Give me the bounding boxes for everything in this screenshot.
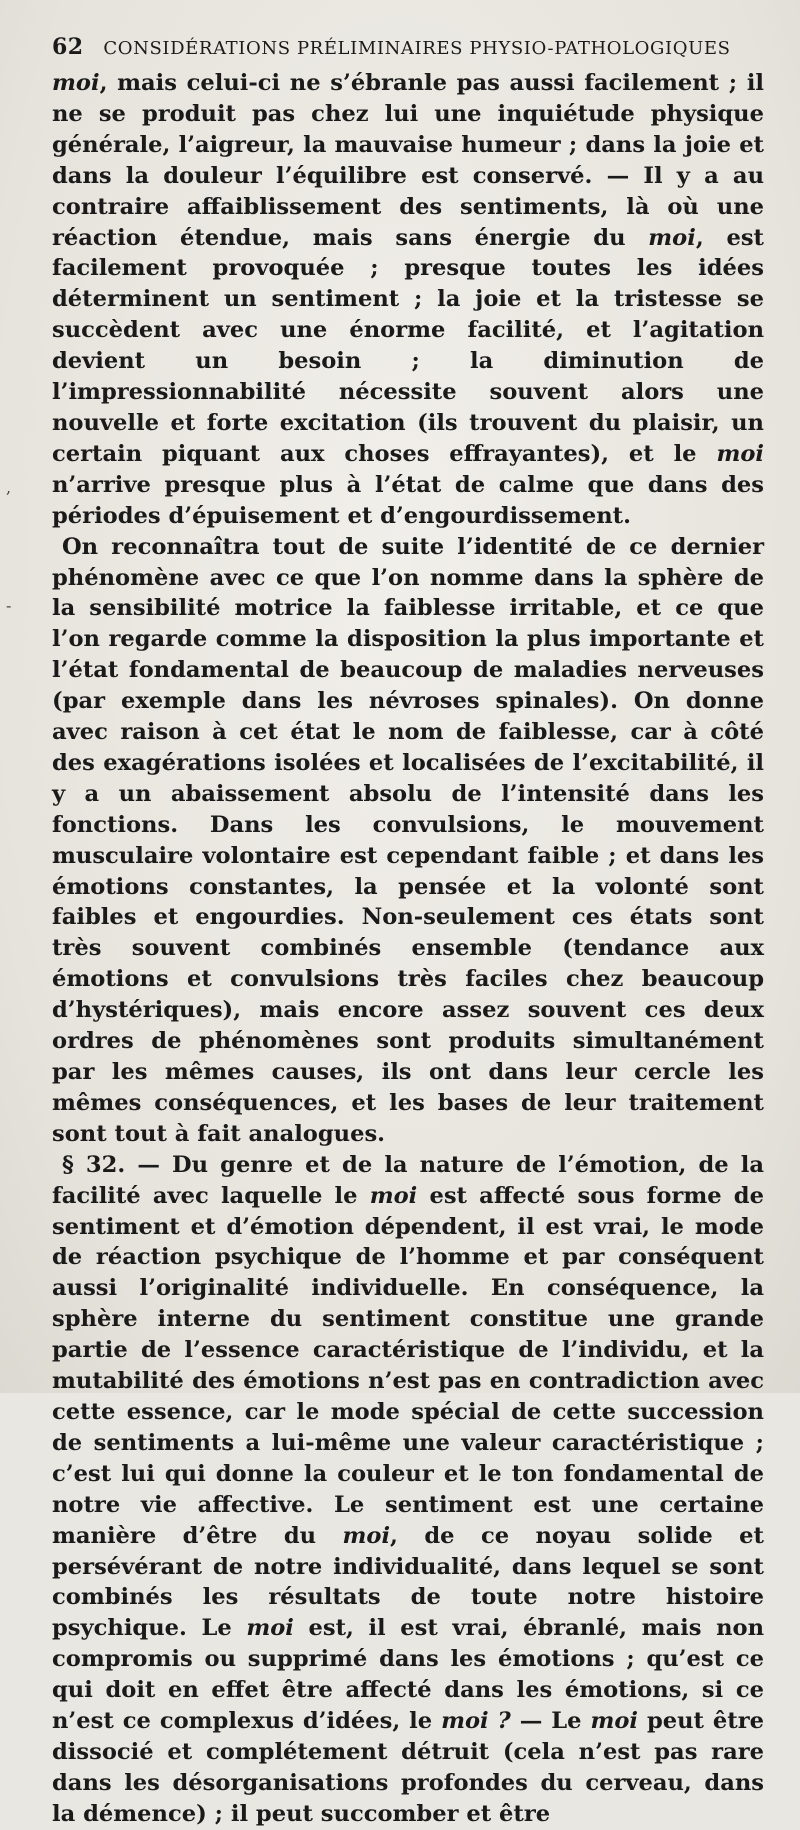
margin-mark-comma: , (6, 478, 12, 497)
italic-term: moi (369, 1182, 418, 1209)
body-text (52, 68, 764, 1830)
italic-term: moi (342, 1522, 391, 1549)
paragraph-p3 (52, 1150, 764, 1830)
page-number: 62 (52, 34, 84, 60)
margin-mark-dash: - (6, 596, 12, 615)
text-run: est affecté sous forme de sentiment et d’émotion dépendent, il est vrai, le mode de réaction psychique de l’homme et par conséquent aussi l’originalité individuelle. En conséquence, la sphère interne du sentiment constitue une grande partie de l’essence caractéristique de l’individu, et la mutabilité des émotions n’est pas en contradiction avec cette essence, car le mode spécial de cette succession de sentiments a lui-même une valeur caractéristique ; c’est lui qui donne la couleur et le ton fondamental de notre vie affective. Le sentiment est une certaine manière d’être du (52, 1182, 764, 1549)
text-run: Du genre et de la nature de l’émotion, de la facilité avec laquelle le (52, 1151, 764, 1209)
paragraph-p1 (52, 68, 764, 532)
text-run: , mais celui-ci ne s’ébranle pas aussi facilement ; il ne se produit pas chez lui une inquiétude physique générale, l’aigreur, la mauvaise humeur ; dans la joie et dans la douleur l’équilibre est conservé. — Il y a au contraire affaiblissement des sentiments, là où une réaction étendue, mais sans énergie du (52, 70, 764, 251)
page-header (52, 34, 764, 68)
text-run: , est facilement provoquée ; presque toutes les idées déterminent un sentiment ; la joie et la tristesse se succèdent avec une énorme facilité, et l’agitation devient un besoin ; la diminution de l’impressionnabilité nécessite souvent alors une nouvelle et forte excitation (ils trouvent du plaisir, un certain piquant aux choses effrayantes), et le (52, 224, 764, 467)
text-run: peut être dissocié et complétement détruit (cela n’est pas rare dans les désorganisations profondes du cerveau, dans la démence) ; il peut succomber et être (52, 1708, 765, 1827)
italic-term: moi (716, 440, 764, 467)
text-run: — Le (510, 1708, 591, 1735)
text-run: , de ce noyau solide et persévérant de notre individualité, dans lequel se sont combinés les résultats de toute notre histoire psychique. Le (52, 1522, 764, 1642)
section-number: § 32. — (62, 1151, 173, 1178)
running-head: CONSIDÉRATIONS PRÉLIMINAIRES PHYSIO-PATHOLOGIQUES (103, 38, 731, 59)
text-run: On reconnaîtra tout de suite l’identité de ce dernier phénomène avec ce que l’on nomme dans la sphère de la sensibilité motrice la faiblesse irritable, et ce que l’on regarde comme la disposition la plus importante et l’état fondamental de beaucoup de maladies nerveuses (par exemple dans les névroses spinales). On donne avec raison à cet état le nom de faiblesse, car à côté des exagérations isolées et localisées de l’excitabilité, il y a un abaissement absolu de l’intensité dans les fonctions. Dans les convulsions, le mouvement musculaire volontaire est cependant faible ; et dans les émotions constantes, la pensée et la volonté sont faibles et engourdies. Non-seulement ces états sont très souvent combinés ensemble (tendance aux émotions et convulsions très faciles chez beaucoup d’hystériques), mais encore assez souvent ces deux ordres de phénomènes sont produits simultanément par les mêmes causes, ils ont dans leur cercle les mêmes conséquences, et les bases de leur traitement sont tout à fait analogues. (52, 533, 764, 1147)
paragraph-p2 (52, 532, 764, 1150)
italic-term: moi (590, 1708, 639, 1735)
italic-term: moi ? (441, 1708, 511, 1735)
text-run: est, il est vrai, ébranlé, mais non compromis ou supprimé dans les émotions ; qu’est ce qui doit en effet être affecté dans les émotions, si ce n’est ce complexus d’idées, le (52, 1615, 764, 1735)
italic-term: moi (52, 70, 100, 96)
italic-term: moi (648, 224, 696, 251)
text-run: n’arrive presque plus à l’état de calme que dans des périodes d’épuisement et d’engourdissement. (52, 471, 764, 529)
italic-term: moi (246, 1615, 294, 1642)
